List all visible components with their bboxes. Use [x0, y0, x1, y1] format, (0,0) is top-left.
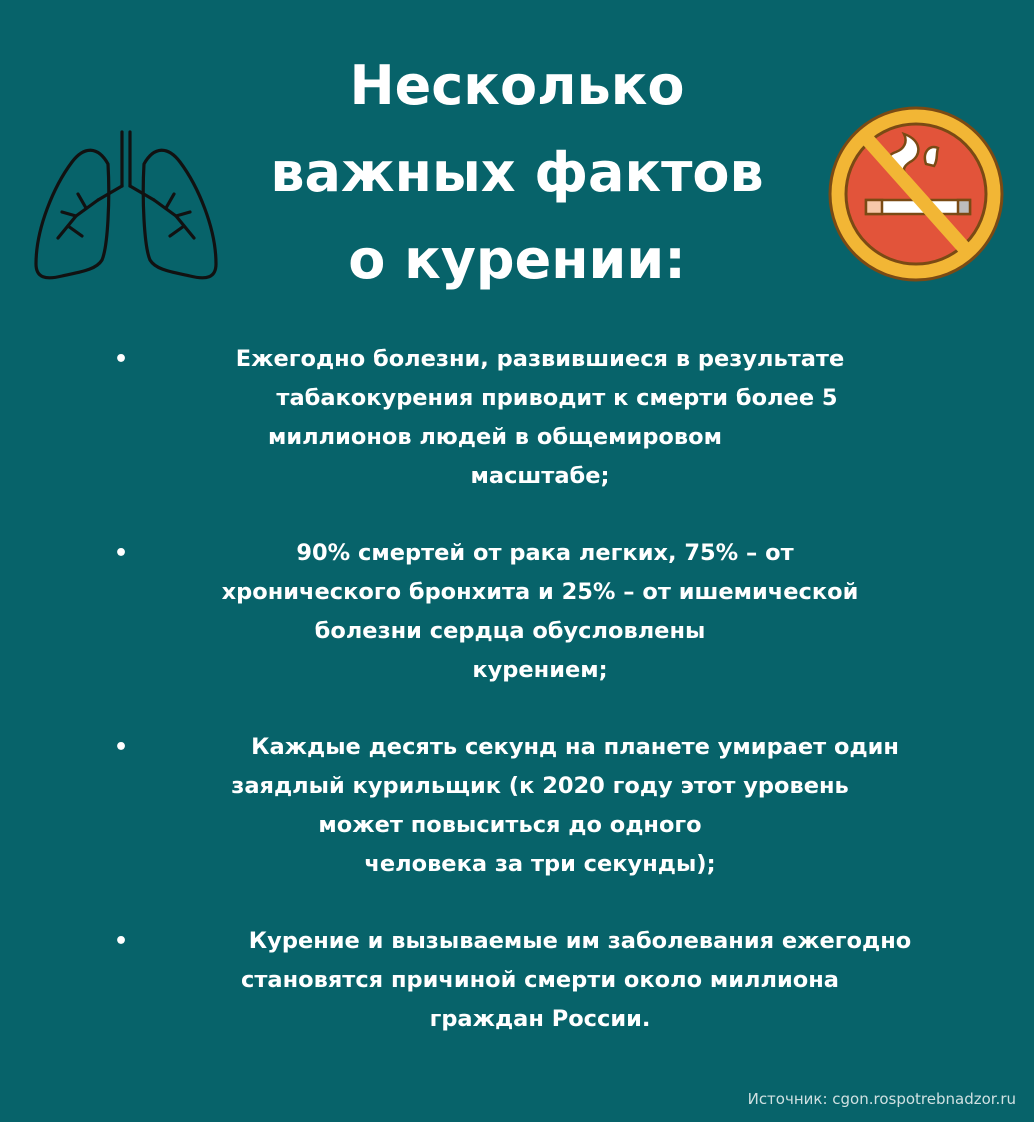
fact-item [100, 728, 980, 884]
fact-line: человека за три секунды); [364, 851, 716, 877]
fact-line: Ежегодно болезни, развившиеся в результате [235, 346, 845, 372]
fact-line: миллионов людей в общемировом [268, 424, 722, 450]
bullet-icon: • [114, 347, 129, 372]
bullet-icon: • [114, 541, 129, 566]
fact-line: заядлый курильщик (к 2020 году этот уровень [231, 773, 849, 799]
source-credit: Источник: cgon.rospotrebnadzor.ru [747, 1090, 1016, 1108]
fact-line: табакокурения приводит к смерти более 5 [276, 385, 838, 411]
title-line-2: важных фактов [270, 141, 764, 204]
fact-line: становятся причиной смерти около миллиона [241, 967, 839, 993]
fact-line: Каждые десять секунд на планете умирает один [251, 734, 899, 760]
bullet-icon: • [114, 735, 129, 760]
fact-line: 90% смертей от рака легких, 75% – от [296, 540, 794, 566]
bullet-icon: • [114, 929, 129, 954]
page-title [190, 42, 844, 303]
fact-item [100, 534, 980, 690]
fact-line: болезни сердца обусловлены [314, 618, 706, 644]
fact-line: Курение и вызываемые им заболевания ежегодно [248, 928, 912, 954]
fact-line: масштабе; [470, 463, 610, 489]
lungs-icon [28, 128, 224, 284]
fact-line: курением; [472, 657, 608, 683]
facts-list [100, 340, 980, 1077]
no-smoking-icon [826, 104, 1006, 284]
title-line-3: о курении: [348, 228, 686, 291]
fact-item [100, 922, 980, 1039]
fact-line: хронического бронхита и 25% – от ишемической [221, 579, 859, 605]
title-line-1: Несколько [349, 54, 685, 117]
fact-item [100, 340, 980, 496]
fact-line: граждан России. [429, 1006, 651, 1032]
fact-line: может повыситься до одного [318, 812, 702, 838]
